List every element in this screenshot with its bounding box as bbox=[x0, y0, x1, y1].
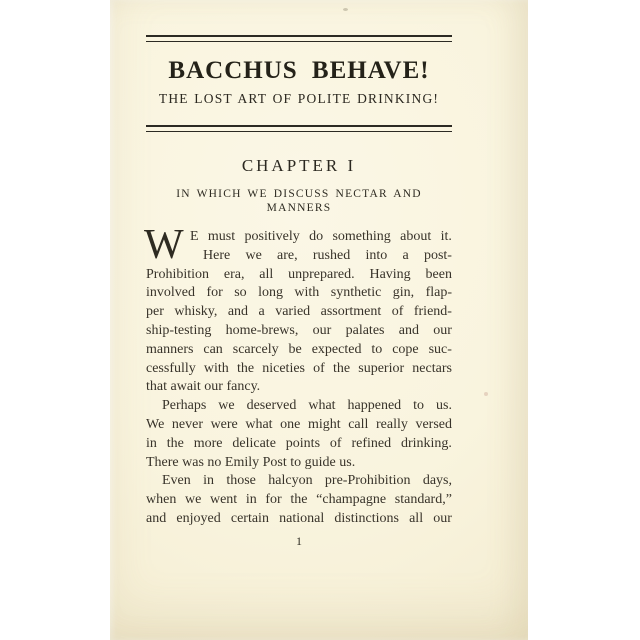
page-content bbox=[146, 0, 452, 548]
body-line: We never were what one might call really versed bbox=[146, 416, 452, 432]
book-subtitle: THE LOST ART OF POLITE DRINKING! bbox=[158, 91, 440, 106]
body-text bbox=[144, 222, 452, 529]
body-line: cessfully with the niceties of the superior nectars bbox=[146, 360, 452, 376]
paper-speck bbox=[484, 392, 488, 396]
paragraph bbox=[144, 222, 452, 397]
body-line: per whisky, and a varied assortment of friend- bbox=[146, 304, 452, 320]
body-line: There was no Emily Post to guide us. bbox=[146, 454, 356, 470]
body-line: Even in those halcyon pre-Prohibition days, bbox=[162, 473, 452, 489]
body-line: Here we are, rushed into a post- bbox=[203, 247, 452, 263]
body-line: that await our fancy. bbox=[146, 379, 261, 395]
book-page bbox=[110, 0, 528, 640]
body-line: and enjoyed certain national distinctions all our bbox=[146, 510, 452, 526]
chapter-heading: CHAPTER I bbox=[241, 156, 357, 175]
page-number: 1 bbox=[296, 533, 302, 548]
paragraph bbox=[146, 472, 452, 528]
body-line: Prohibition era, all unprepared. Having been bbox=[146, 266, 452, 282]
body-line: when we went in for the “champagne standard,” bbox=[146, 492, 452, 508]
header-bottom-rule bbox=[146, 125, 452, 132]
body-line: E must positively do something about it. bbox=[190, 229, 452, 244]
chapter-subheading: IN WHICH WE DISCUSS NECTAR AND MANNERS bbox=[176, 188, 422, 214]
body-line: manners can scarcely be expected to cope suc- bbox=[146, 341, 452, 357]
header-top-rule bbox=[146, 35, 452, 42]
body-line: involved for so long with synthetic gin, flap- bbox=[146, 285, 452, 301]
body-line: in the more delicate points of refined drinking. bbox=[146, 435, 452, 451]
body-line: Perhaps we deserved what happened to us. bbox=[162, 398, 452, 414]
book-title: BACCHUS BEHAVE! bbox=[168, 57, 430, 84]
body-line: ship-testing home-brews, our palates and our bbox=[146, 322, 452, 338]
drop-cap: W bbox=[144, 222, 184, 268]
paragraph bbox=[146, 397, 452, 472]
